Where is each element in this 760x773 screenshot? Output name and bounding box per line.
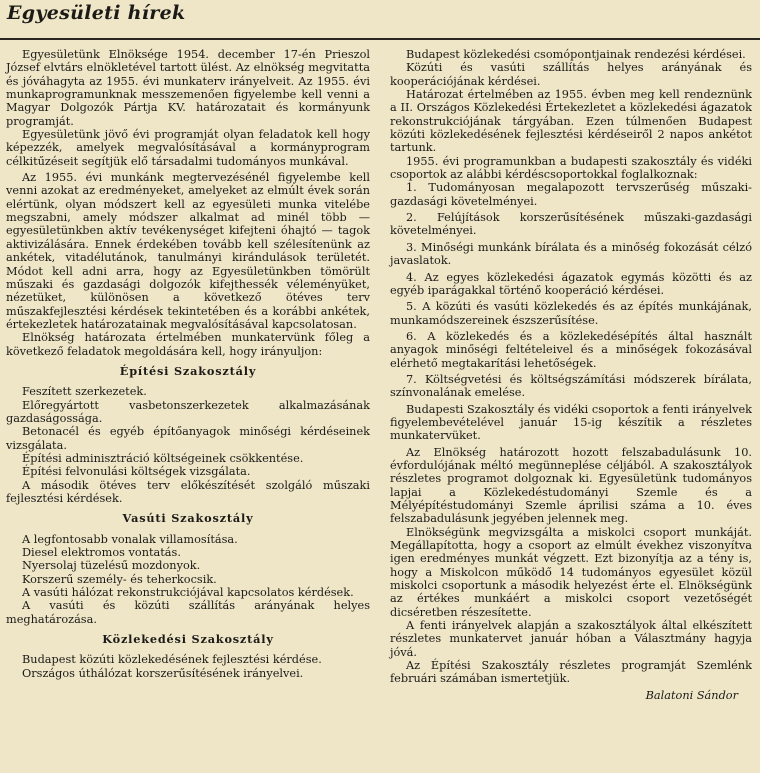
intro-paragraph: Egyesületünk jövő évi programját olyan feladatok kell hogy képezzék, amelyek megvalósításával a kormányprogram célkitűzéseit segítjük elő társadalmi tudományos munkával.	[6, 128, 370, 168]
right-column	[390, 48, 752, 702]
body-paragraph: Az Építési Szakosztály részletes programját Szemlénk februári számában ismertetjük.	[390, 659, 752, 686]
article-title: Egyesületi hírek	[7, 2, 186, 24]
list-item: Budapest közúti közlekedésének fejlesztési kérdése.	[22, 653, 322, 667]
body-paragraph: Az Elnökség határozott hozott felszabadulásunk 10. évfordulójának méltó megünneplése céljából. A szakosztályok részletes programot dolgoznak ki. Egyesületünk tudományos lapjai a Közlekedéstudományi Szemle és a Mélyépítéstudományi Szemle áprilisi száma a 10. éves felszabadulásunk jegyében jelennek meg.	[390, 445, 752, 526]
list-item: Nyersolaj tüzelésű mozdonyok.	[22, 559, 201, 573]
list-item: Betonacél és egyéb építőanyagok minőségi kérdéseinek vizsgálata.	[6, 425, 370, 452]
list-item: Közúti és vasúti szállítás helyes arányának és kooperációjának kérdései.	[390, 61, 752, 88]
list-item: A második ötéves terv előkészítését szolgáló műszaki fejlesztési kérdések.	[6, 478, 370, 505]
section-heading-epitesi: Építési Szakosztály	[119, 363, 257, 378]
numbered-item: 6. A közlekedés és a közlekedésépítés által használt anyagok minőségi feltételeivel és a minőségek fokozásával elérhető megtakarítási lehetőségek.	[390, 329, 752, 370]
numbered-item: 2. Felújítások korszerűsítésének műszaki-gazdasági követelményei.	[390, 211, 752, 238]
left-column	[6, 48, 370, 680]
numbered-item: 5. A közúti és vasúti közlekedés és az építés munkájának, munkamódszereinek észszerűsítése.	[390, 300, 752, 327]
list-item: Korszerű személy- és teherkocsik.	[22, 572, 217, 586]
list-item: Diesel elektromos vontatás.	[22, 546, 181, 560]
list-item: A vasúti és közúti szállítás arányának helyes meghatározása.	[6, 599, 370, 626]
list-item: Országos úthálózat korszerűsítésének irányelvei.	[22, 666, 304, 680]
list-item: Építési felvonulási költségek vizsgálata.	[22, 465, 251, 479]
intro-paragraph: Elnökség határozata értelmében munkatervünk főleg a következő feladatok megoldására kell, hogy irányuljon:	[6, 331, 370, 358]
list-item: A legfontosabb vonalak villamosítása.	[22, 532, 238, 546]
body-paragraph: Budapesti Szakosztály és vidéki csoportok a fenti irányelvek figyelembevételével január 15-ig készítik a részletes munkatervüket.	[390, 402, 752, 443]
header-rule	[0, 38, 760, 40]
list-item: A vasúti hálózat rekonstrukciójával kapcsolatos kérdések.	[22, 586, 354, 600]
numbered-item: 3. Minőségi munkánk bírálata és a minőség fokozását célzó javaslatok.	[390, 240, 752, 268]
list-item: Előregyártott vasbetonszerkezetek alkalmazásának gazdaságossága.	[6, 398, 370, 425]
intro-paragraph: Egyesületünk Elnöksége 1954. december 17-én Prieszol József elvtárs elnökletével tartott ülést. Az elnökség megvitatta és jóváhagyta az 1955. évi munkaterv irányelveit. Az 1955. évi munkaprogramunknak messzemenően figyelembe kell venni a Magyar Dolgozók Pártja KV. határozatait és kormányunk programját.	[6, 48, 370, 128]
section-heading-vasuti: Vasúti Szakosztály	[122, 511, 254, 526]
numbered-item: 7. Költségvetési és költségszámítási módszerek bírálata, színvonalának emelése.	[390, 372, 752, 400]
body-paragraph: Elnökségünk megvizsgálta a miskolci csoport munkáját. Megállapította, hogy a csoport az elmúlt évekhez viszonyítva igen eredményes munkát végzett. Ezt bizonyítja az a tény is, hogy a Miskolcon működő 14 tudományos egyesület közül miskolci csoportunk a második helyezést érte el. Elnökségünk az értékes munkáért a miskolci csoport vezetőségét dicséretben részesítette.	[390, 525, 752, 619]
list-item: Építési adminisztráció költségeinek csökkentése.	[22, 451, 304, 465]
numbered-item: 4. Az egyes közlekedési ágazatok egymás közötti és az egyéb iparágakkal történő kooperáció kérdései.	[390, 270, 752, 297]
section-heading-kozlekedesi: Közlekedési Szakosztály	[102, 632, 274, 647]
numbered-item: 1. Tudományosan megalapozott tervszerűség műszaki-gazdasági követelményei.	[390, 181, 752, 208]
body-paragraph: Határozat értelmében az 1955. évben meg kell rendeznünk a II. Országos Közlekedési Értekezletet a közlekedési ágazatok rekonstrukciójának tárgyában. Ezen túlmenően Budapest közúti közlekedésének fejlesztési kérdéseiről 2 napos ankétot tartunk.	[390, 88, 752, 155]
intro-paragraph: Az 1955. évi munkánk megtervezésénél figyelembe kell venni azokat az eredményeket, amelyeket az elmúlt évek során elértünk, olyan módszert kell az egyesületi munka vitelébe megszabni, amely módszer alkalmat ad minél több — egyesületünkben aktív tevékenységet kifejteni óhajtó — tagok aktivizálására. Ennek érdekében tovább kell szélesítenünk az ankétek, vitadélutánok, tanulmányi kirándulások területét. Módot kell adni arra, hogy az Egyesületünkben tömörült műszaki és gazdasági dolgozók kifejthessék véleményüket, nézetüket, különösen a következő ötéves terv műszakfejlesztési kérdések tekintetében és a korábbi ankétek, értekezletek határozatainak megvalósításával kapcsolatosan.	[6, 171, 370, 331]
author-signature: Balatoni Sándor	[645, 688, 738, 702]
list-item: Budapest közlekedési csomópontjainak rendezési kérdései.	[406, 48, 746, 61]
body-paragraph: 1955. évi programunkban a budapesti szakosztály és vidéki csoportok az alábbi kérdéscsoportokkal foglalkoznak:	[390, 154, 752, 182]
list-item: Feszített szerkezetek.	[22, 385, 147, 399]
body-paragraph: A fenti irányelvek alapján a szakosztályok által elkészített részletes munkatervet január hóban a Választmány hagyja jóvá.	[390, 619, 752, 659]
